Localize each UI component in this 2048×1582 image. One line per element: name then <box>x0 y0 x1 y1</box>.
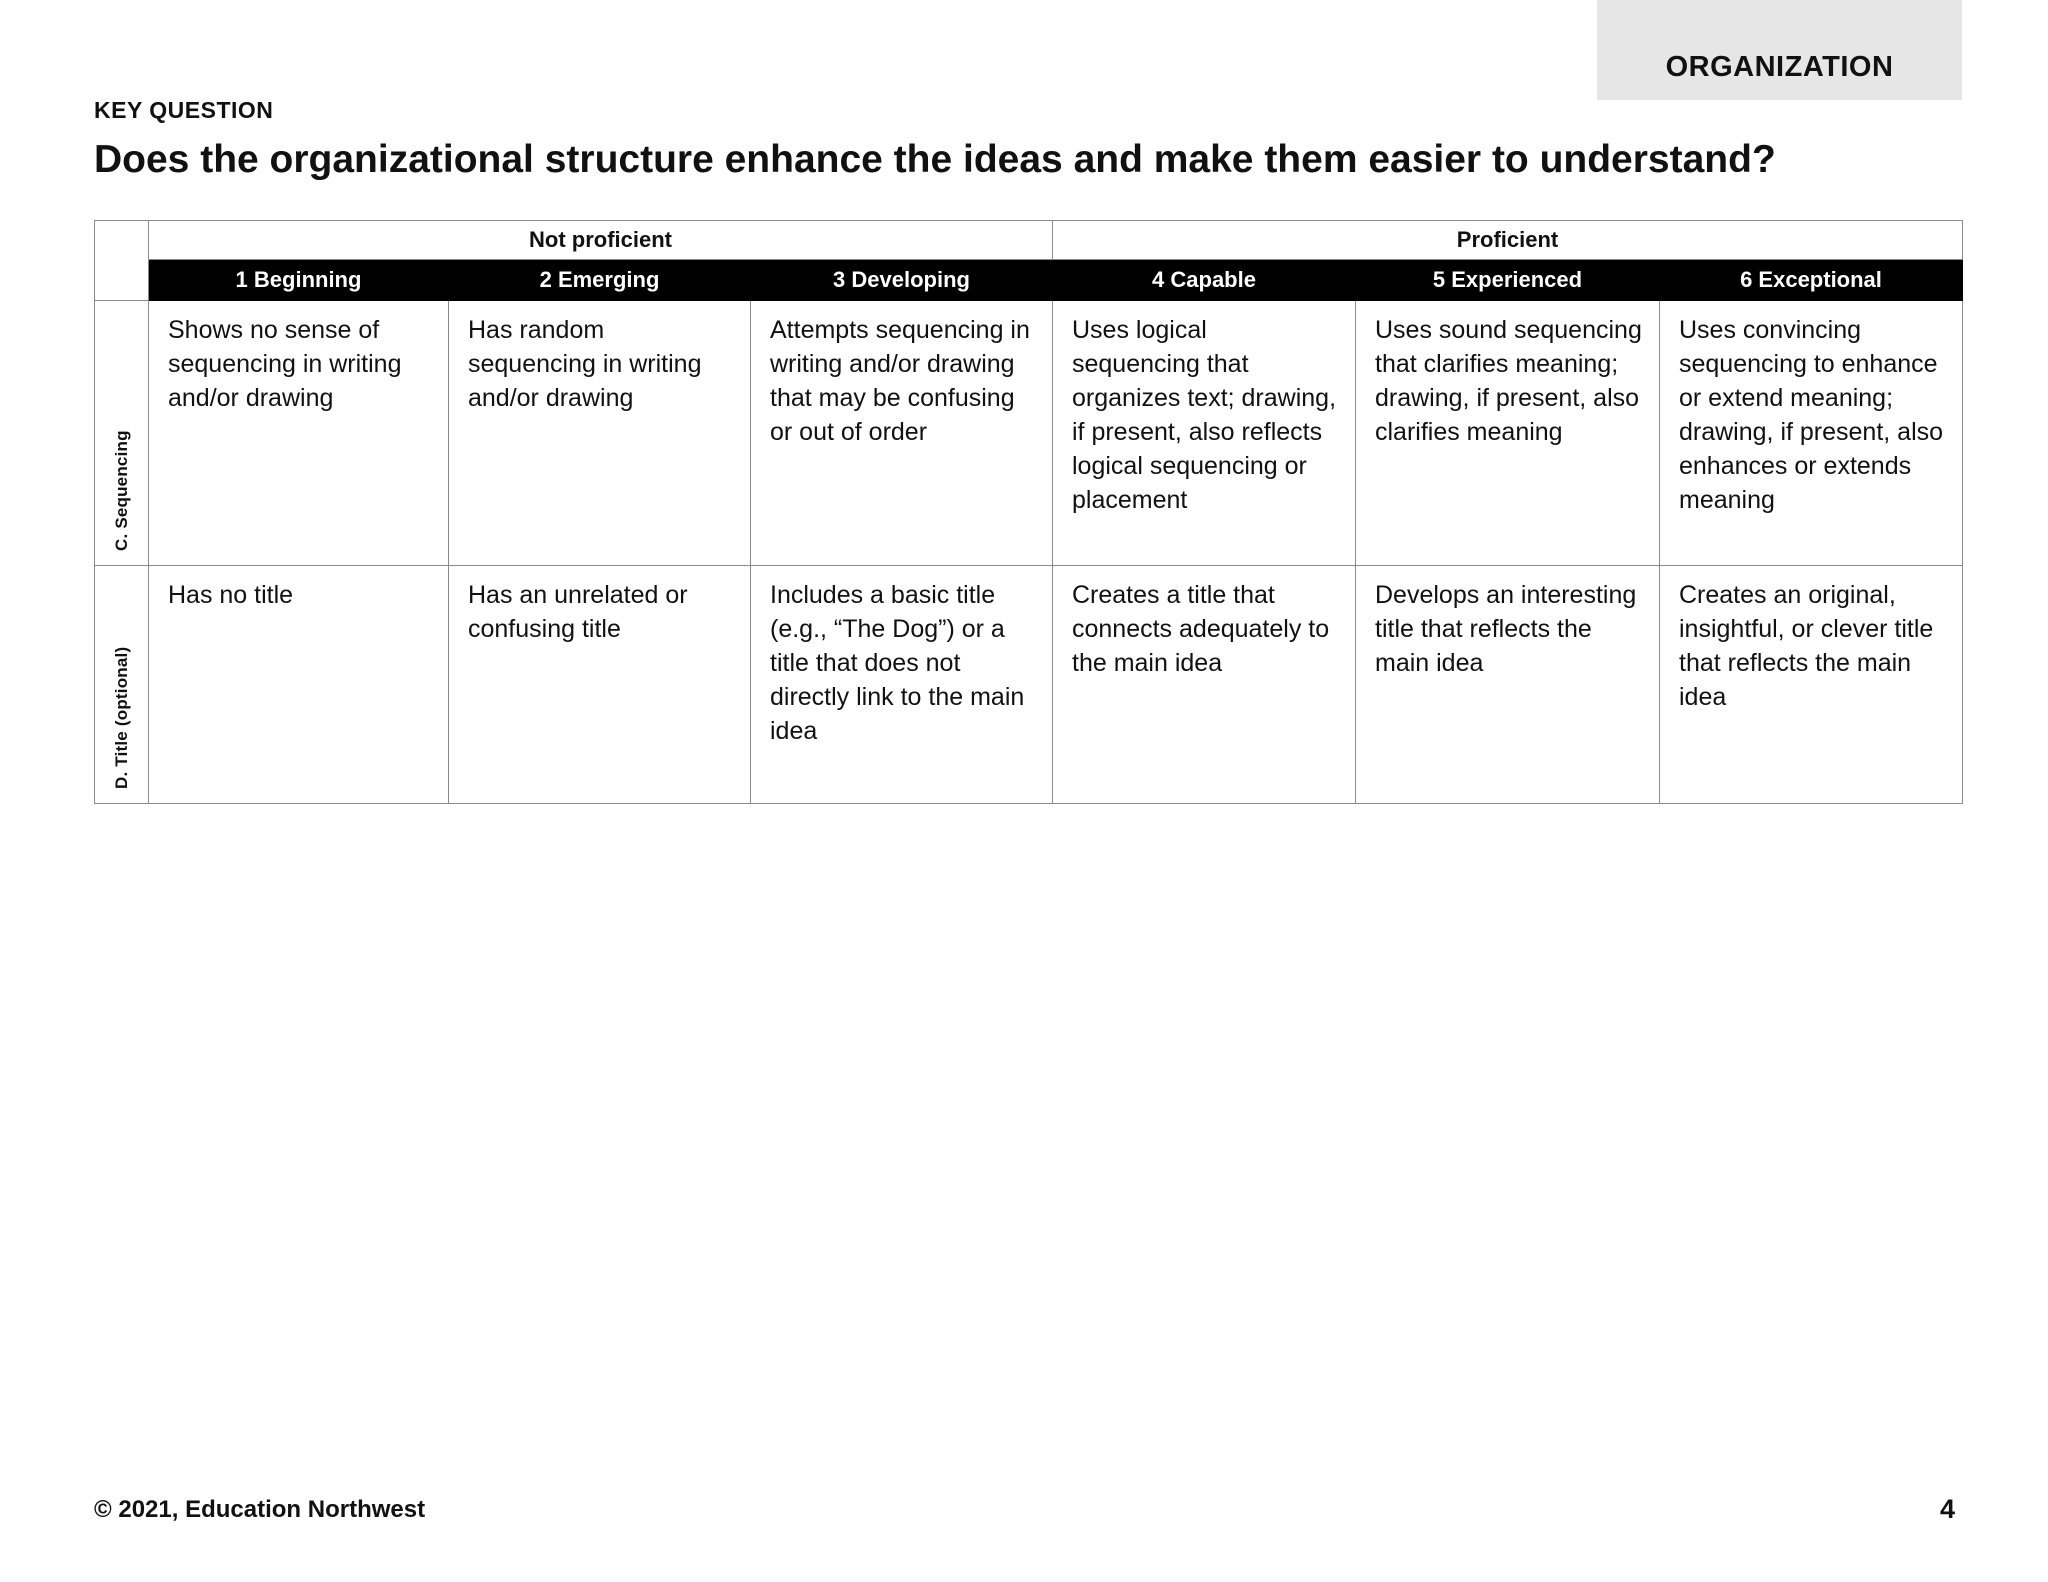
rubric-cell: Shows no sense of sequencing in writing and/or drawing <box>149 301 449 566</box>
rubric-row-sequencing <box>95 301 1963 566</box>
group-not-proficient: Not proficient <box>149 221 1053 260</box>
copyright: © 2021, Education Northwest <box>94 1496 426 1523</box>
level-header: 5 Experienced <box>1356 260 1660 301</box>
level-header: 1 Beginning <box>149 260 449 301</box>
rubric-cell: Has no title <box>149 566 449 804</box>
section-tab <box>1597 0 1962 100</box>
rubric-cell: Creates an original, insightful, or clever title that reflects the main idea <box>1660 566 1963 804</box>
section-tab-label: ORGANIZATION <box>1665 51 1894 83</box>
rubric-cell: Develops an interesting title that reflects the main idea <box>1356 566 1660 804</box>
row-label-cell <box>95 566 149 804</box>
level-header-row <box>95 260 1963 301</box>
rubric-cell: Creates a title that connects adequately to the main idea <box>1053 566 1356 804</box>
level-header: 6 Exceptional <box>1660 260 1963 301</box>
rubric-cell: Uses convincing sequencing to enhance or extend meaning; drawing, if present, also enhances or extends meaning <box>1660 301 1963 566</box>
row-label-cell <box>95 301 149 566</box>
rubric-cell: Uses logical sequencing that organizes text; drawing, if present, also reflects logical sequencing or placement <box>1053 301 1356 566</box>
rubric-cell: Includes a basic title (e.g., “The Dog”) or a title that does not directly link to the main idea <box>751 566 1053 804</box>
level-header: 3 Developing <box>751 260 1053 301</box>
row-label: D. Title (optional) <box>111 646 131 789</box>
group-proficient: Proficient <box>1053 221 1963 260</box>
rubric-table <box>94 220 1963 804</box>
key-question: Does the organizational structure enhance the ideas and make them easier to understand? <box>94 138 1776 181</box>
key-question-label: KEY QUESTION <box>94 97 274 123</box>
corner-cell <box>95 221 149 301</box>
page-number: 4 <box>1940 1494 1956 1524</box>
rubric-cell: Has random sequencing in writing and/or drawing <box>449 301 751 566</box>
rubric-cell: Has an unrelated or confusing title <box>449 566 751 804</box>
rubric-cell: Attempts sequencing in writing and/or drawing that may be confusing or out of order <box>751 301 1053 566</box>
level-header: 2 Emerging <box>449 260 751 301</box>
rubric-cell: Uses sound sequencing that clarifies meaning; drawing, if present, also clarifies meaning <box>1356 301 1660 566</box>
level-header: 4 Capable <box>1053 260 1356 301</box>
group-header-row <box>95 221 1963 260</box>
row-label: C. Sequencing <box>111 430 131 551</box>
rubric-row-title <box>95 566 1963 804</box>
